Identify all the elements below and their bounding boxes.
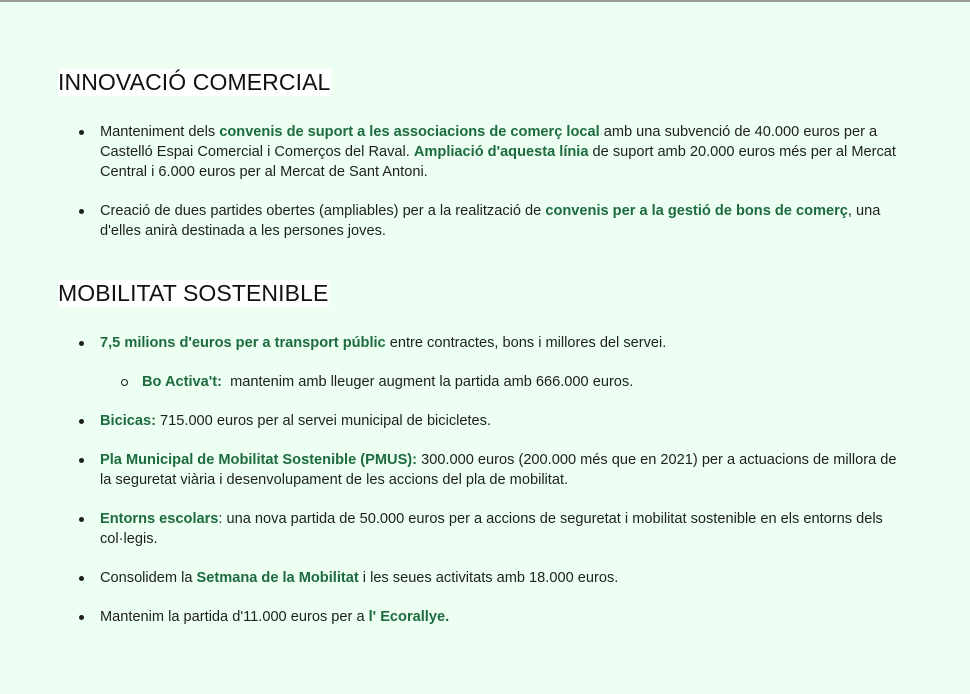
section-title-mobilitat-sostenible: MOBILITAT SOSTENIBLE [58,280,329,306]
bullet-icon [79,130,84,135]
list-item [0,122,905,182]
list-item [0,607,905,627]
item-text: Consolidem la [100,570,197,586]
list-item [0,201,905,241]
list-item [0,568,905,588]
item-text: : una nova partida de 50.000 euros per a accions de seguretat i mobilitat sostenible en els entorns dels col·legis. [100,511,883,547]
innovacio-comercial-list [0,122,970,241]
sub-list-item [0,372,902,392]
item-text: amb una subvenció de 40.000 euros per a Castelló Espai Comercial i Comerços del Raval. [100,124,878,160]
bullet-icon [79,419,84,424]
document-page [0,2,970,694]
bullet-icon [79,209,84,214]
section-title-innovacio-comercial: INNOVACIÓ COMERCIAL [58,69,331,95]
bullet-icon [79,576,84,581]
highlight-text: Setmana de la Mobilitat [196,570,359,586]
list-item [0,509,905,549]
highlight-text: Bicicas: [100,413,156,429]
list-item [0,411,905,431]
highlight-text: Pla Municipal de Mobilitat Sostenible (PMUS): [100,452,418,468]
highlight-text: Ampliació d'aquesta línia [413,144,589,160]
item-text: Manteniment dels [100,124,220,140]
item-text: 300.000 euros (200.000 més que en 2021) per a actuacions de millora de la seguretat viària i desenvolupament de les accions del pla de mobilitat. [100,452,897,488]
list-item [0,450,905,490]
item-text: entre contractes, bons i millores del servei. [385,335,667,351]
item-text: 715.000 euros per al servei municipal de bicicletes. [155,413,492,429]
item-text: de suport amb 20.000 euros més per al Mercat Central i 6.000 euros per al Mercat de Sant Antoni. [100,144,896,180]
bullet-icon [79,517,84,522]
hollow-bullet-icon [121,379,128,386]
list-item [0,333,905,353]
item-text: i les seues activitats amb 18.000 euros. [358,570,619,586]
mobilitat-sostenible-list [0,333,970,627]
item-text: Creació de dues partides obertes (ampliables) per a la realització de [100,203,546,219]
highlight-text: convenis de suport a les associacions de comerç local [219,124,600,140]
bullet-icon [79,341,84,346]
bullet-icon [79,615,84,620]
highlight-text: 7,5 milions d'euros per a transport públic [100,335,386,351]
item-text: Mantenim la partida d'11.000 euros per a [100,609,369,625]
highlight-text: Bo Activa't: [142,374,222,390]
bullet-icon [79,458,84,463]
item-text: , una d'elles anirà destinada a les persones joves. [100,203,881,239]
highlight-text: l' Ecorallye. [368,609,450,625]
highlight-text: Entorns escolars [100,511,219,527]
item-text: mantenim amb lleuger augment la partida amb 666.000 euros. [221,374,634,390]
highlight-text: convenis per a la gestió de bons de comerç [545,203,848,219]
